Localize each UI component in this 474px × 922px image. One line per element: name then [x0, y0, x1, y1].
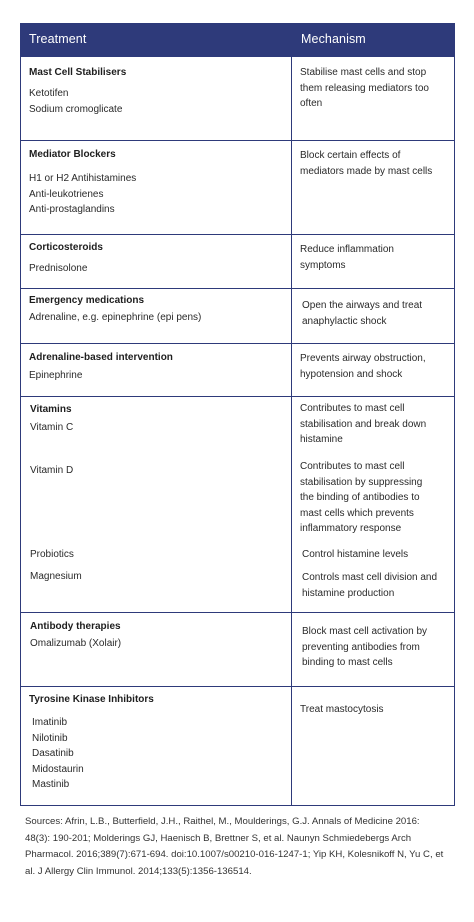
table-row	[21, 288, 454, 343]
row-title: Adrenaline-based intervention	[29, 352, 173, 363]
row-title: Mast Cell Stabilisers	[29, 67, 127, 78]
mechanism-line: inflammatory response	[300, 523, 402, 534]
mechanism-line: hypotension and shock	[300, 368, 403, 380]
header-mechanism: Mechanism	[301, 32, 366, 46]
row-title: Corticosteroids	[29, 242, 103, 253]
list-item: Anti-prostaglandins	[29, 204, 115, 215]
mechanism-line: anaphylactic shock	[302, 315, 387, 327]
mechanism-line: Open the airways and treat	[302, 300, 423, 311]
mechanism-line: stabilisation and break down	[300, 418, 427, 430]
mechanism-line: Contributes to mast cell	[300, 403, 405, 414]
table-row	[21, 686, 454, 805]
mechanism-cell	[292, 235, 454, 288]
sources-note	[25, 814, 450, 880]
mechanism-cell	[292, 141, 454, 234]
list-item: Dasatinib	[32, 748, 74, 759]
table-header	[21, 23, 454, 56]
treatment-cell	[21, 57, 292, 140]
header-treatment: Treatment	[29, 32, 87, 46]
mechanism-cell	[292, 344, 454, 396]
mechanism-line: Reduce inflammation	[300, 244, 394, 255]
list-item: Imatinib	[32, 717, 68, 728]
list-item: Prednisolone	[29, 263, 88, 274]
table-row	[21, 56, 454, 140]
mechanism-line: often	[300, 98, 323, 109]
list-item: Ketotifen	[29, 88, 69, 99]
mechanism-line: symptoms	[300, 259, 346, 271]
list-item: Midostaurin	[32, 763, 84, 775]
mechanism-line: Block certain effects of	[300, 150, 401, 161]
list-item: Mastinib	[32, 779, 70, 790]
mechanism-line: stabilisation by suppressing	[300, 476, 423, 488]
mechanism-line: them releasing mediators too	[300, 82, 429, 94]
row-title: Emergency medications	[29, 295, 145, 306]
mechanism-cell	[292, 57, 454, 140]
mechanism-cell	[292, 289, 454, 343]
sources-line: al. J Allergy Clin Immunol. 2014;133(5):1356-136514.	[25, 865, 252, 877]
mechanism-line: mediators made by mast cells	[300, 165, 433, 177]
table-row	[21, 612, 454, 686]
table-row	[21, 396, 454, 612]
mechanism-cell	[292, 687, 454, 805]
row-title: Vitamins	[30, 404, 72, 415]
mechanism-cell	[292, 613, 454, 686]
mechanism-line: mast cells which prevents	[300, 507, 414, 519]
treatment-table	[20, 23, 455, 806]
list-item: Vitamin C	[30, 422, 74, 433]
mechanism-vitamin-c	[300, 401, 426, 448]
list-item: Omalizumab (Xolair)	[30, 638, 122, 649]
treatment-cell	[21, 613, 292, 686]
treatment-cell	[21, 344, 292, 396]
table-row	[21, 140, 454, 234]
mechanism-line: histamine production	[302, 587, 395, 599]
inhibitor-list	[29, 715, 283, 793]
row-title: Antibody therapies	[30, 621, 121, 632]
mechanism-vitamin-d	[300, 459, 422, 537]
sources-line: Pharmacol. 2016;389(7):671-694. doi:10.1007/s00210-016-1247-1; Yip KH, Kolesnikoff N, Yu C, et	[25, 849, 444, 860]
row-title: Tyrosine Kinase Inhibitors	[29, 694, 154, 705]
list-item: Magnesium	[30, 571, 82, 582]
mechanism-line: Prevents airway obstruction,	[300, 353, 426, 364]
mechanism-line: Contributes to mast cell	[300, 461, 405, 472]
mechanism-magnesium	[302, 570, 437, 601]
mechanism-cell	[292, 397, 454, 612]
mechanism-line: Control histamine levels	[302, 549, 409, 560]
list-item: Nilotinib	[32, 732, 68, 744]
treatment-cell	[21, 687, 292, 805]
sources-line: 48(3): 190-201; Molderings GJ, Haenisch B, Brettner S, et al. Naunyn Schmiedebergs Arch	[25, 832, 412, 844]
list-item: H1 or H2 Antihistamines	[29, 173, 137, 184]
table-row	[21, 234, 454, 288]
list-item: Sodium cromoglicate	[29, 103, 123, 115]
mechanism-line: the binding of antibodies to	[300, 492, 420, 503]
list-item: Adrenaline, e.g. epinephrine (epi pens)	[29, 312, 202, 323]
mechanism-line: Controls mast cell division and	[302, 572, 438, 583]
mechanism-probiotics	[302, 547, 408, 563]
mechanism-line: Block mast cell activation by	[302, 626, 428, 637]
row-title: Mediator Blockers	[29, 149, 116, 160]
mechanism-line: Stabilise mast cells and stop	[300, 67, 427, 78]
treatment-cell	[21, 141, 292, 234]
list-item: Anti-leukotrienes	[29, 188, 104, 200]
mechanism-line: Treat mastocytosis	[300, 704, 384, 715]
treatment-cell	[21, 397, 292, 612]
mechanism-line: preventing antibodies from	[302, 641, 420, 653]
list-item: Probiotics	[30, 549, 74, 560]
treatment-cell	[21, 289, 292, 343]
treatment-cell	[21, 235, 292, 288]
sources-line: Sources: Afrin, L.B., Butterfield, J.H., Raithel, M., Moulderings, G.J. Annals of Medicine 2016:	[25, 816, 420, 827]
list-item: Epinephrine	[29, 370, 83, 381]
mechanism-line: histamine	[300, 434, 343, 445]
table-row	[21, 343, 454, 396]
mechanism-line: binding to mast cells	[302, 657, 393, 668]
list-item: Vitamin D	[30, 465, 74, 476]
